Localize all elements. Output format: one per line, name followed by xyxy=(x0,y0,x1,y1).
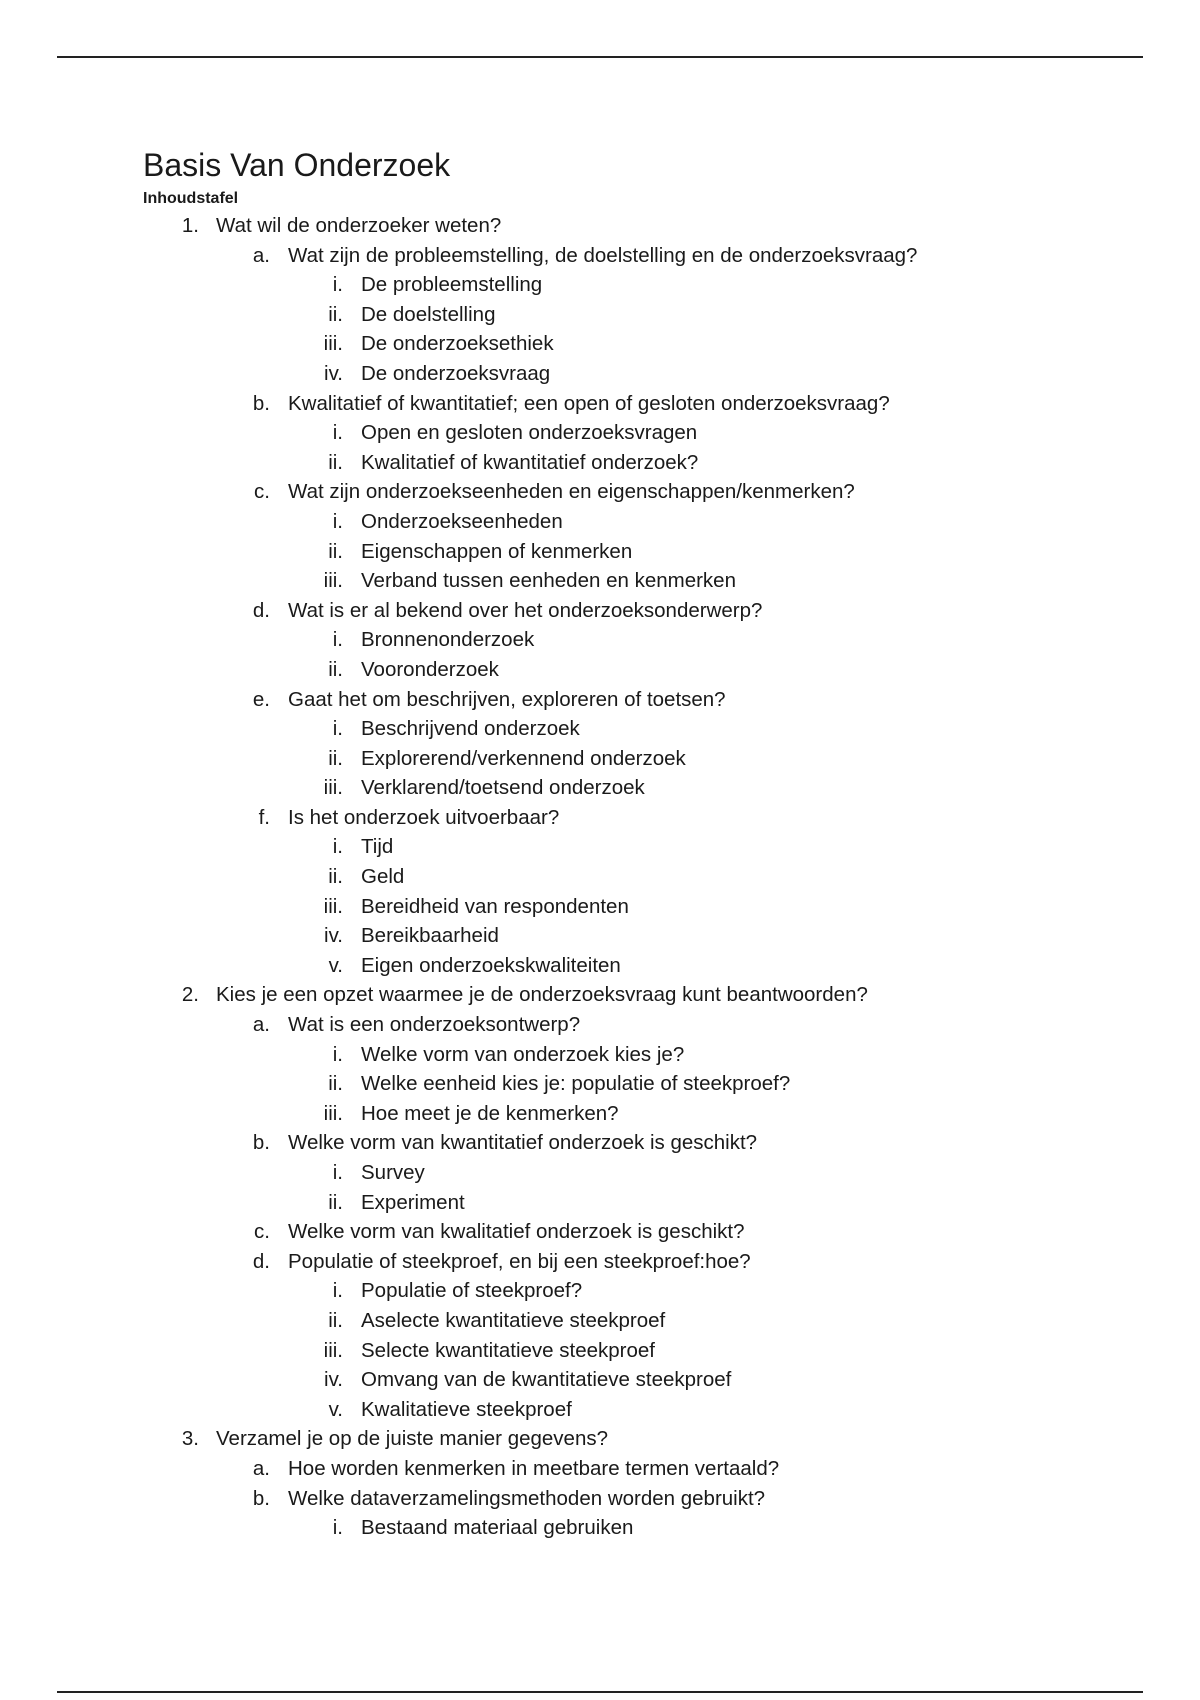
toc-entry-number: c. xyxy=(254,1220,270,1244)
toc-entry-number: iii. xyxy=(323,569,343,593)
toc-entry-text: Welke dataverzamelingsmethoden worden gebruikt? xyxy=(288,1486,766,1510)
toc-entry-number: a. xyxy=(252,1013,270,1037)
toc-entry-text: Hoe meet je de kenmerken? xyxy=(361,1101,619,1125)
toc-entry-number: f. xyxy=(258,805,270,829)
toc-entry-text: Beschrijvend onderzoek xyxy=(361,717,580,741)
toc-entry-level-3 xyxy=(143,566,1143,596)
toc-entry-number: a. xyxy=(252,1456,270,1480)
toc-entry-number: i. xyxy=(332,1516,343,1540)
toc-entry-level-2 xyxy=(143,389,1143,419)
toc-entry-text: Survey xyxy=(361,1161,425,1184)
toc-entry-number: 2. xyxy=(181,983,199,1007)
toc-entry-number: ii. xyxy=(328,302,343,326)
toc-entry-number: a. xyxy=(252,243,270,267)
toc-entry-number: ii. xyxy=(328,1190,343,1214)
toc-entry-text: Kwalitatief of kwantitatief onderzoek? xyxy=(361,450,699,474)
toc-entry-text: Hoe worden kenmerken in meetbare termen vertaald? xyxy=(288,1456,780,1480)
footer-rule xyxy=(57,1691,1143,1693)
toc-entry-level-2 xyxy=(143,477,1143,507)
toc-entry-level-3 xyxy=(143,1069,1143,1099)
toc-entry-text: Selecte kwantitatieve steekproef xyxy=(361,1338,655,1362)
toc-entry-number: i. xyxy=(332,509,343,533)
toc-entry-number: i. xyxy=(332,273,343,297)
toc-entry-level-3 xyxy=(143,921,1143,951)
toc-entry-number: 3. xyxy=(181,1427,199,1451)
toc-entry-number: iii. xyxy=(323,332,343,356)
toc-entry-level-3 xyxy=(143,300,1143,330)
toc-entry-level-3 xyxy=(143,773,1143,803)
header-rule xyxy=(57,56,1143,58)
toc-entry-text: Bereidheid van respondenten xyxy=(361,894,629,918)
toc-entry-number: iii. xyxy=(323,1338,343,1362)
document-body xyxy=(143,145,1143,1543)
toc-entry-text: De doelstelling xyxy=(361,302,496,326)
toc-entry-number: iv. xyxy=(324,361,343,385)
toc-entry-level-3 xyxy=(143,625,1143,655)
toc-entry-text: Omvang van de kwantitatieve steekproef xyxy=(361,1368,732,1392)
toc-entry-number: i. xyxy=(332,628,343,652)
toc-entry-level-3 xyxy=(143,418,1143,448)
toc-entry-number: i. xyxy=(332,1279,343,1303)
toc-entry-number: iii. xyxy=(323,894,343,918)
toc-entry-level-3 xyxy=(143,537,1143,567)
toc-entry-text: Wat zijn onderzoekseenheden en eigenschappen/kenmerken? xyxy=(288,480,855,504)
toc-entry-number: i. xyxy=(332,421,343,445)
toc-entry-text: Wat is een onderzoeksontwerp? xyxy=(288,1013,581,1037)
toc-entry-level-3 xyxy=(143,1365,1143,1395)
toc-entry-level-3 xyxy=(143,448,1143,478)
toc-entry-text: Geld xyxy=(361,865,405,889)
toc-entry-number: ii. xyxy=(328,657,343,681)
toc-entry-level-3 xyxy=(143,1395,1143,1425)
toc-entry-number: i. xyxy=(332,1161,343,1184)
toc-entry-text: Verklarend/toetsend onderzoek xyxy=(361,776,645,800)
toc-entry-number: b. xyxy=(252,391,270,415)
toc-entry-text: Aselecte kwantitatieve steekproef xyxy=(361,1308,666,1332)
table-of-contents xyxy=(143,211,1143,1543)
toc-entry-number: e. xyxy=(252,687,270,711)
toc-entry-text: Verband tussen eenheden en kenmerken xyxy=(361,569,736,593)
toc-entry-text: Kwalitatieve steekproef xyxy=(361,1397,572,1421)
toc-entry-level-2 xyxy=(143,1454,1143,1484)
toc-entry-text: Open en gesloten onderzoeksvragen xyxy=(361,421,698,445)
toc-entry-level-3 xyxy=(143,832,1143,862)
toc-entry-number: ii. xyxy=(328,746,343,770)
toc-entry-level-3 xyxy=(143,744,1143,774)
toc-entry-text: Experiment xyxy=(361,1190,465,1214)
toc-entry-level-2 xyxy=(143,803,1143,833)
toc-entry-number: i. xyxy=(332,717,343,741)
toc-entry-level-2 xyxy=(143,685,1143,715)
toc-entry-level-3 xyxy=(143,892,1143,922)
toc-entry-level-2 xyxy=(143,1484,1143,1514)
toc-entry-text: De onderzoeksethiek xyxy=(361,332,554,356)
toc-entry-text: Welke vorm van onderzoek kies je? xyxy=(361,1042,685,1066)
toc-entry-number: ii. xyxy=(328,865,343,889)
toc-entry-text: De onderzoeksvraag xyxy=(361,361,551,385)
toc-entry-level-2 xyxy=(143,1217,1143,1247)
toc-entry-level-3 xyxy=(143,714,1143,744)
toc-entry-level-1 xyxy=(143,980,1143,1010)
toc-entry-number: c. xyxy=(254,480,270,504)
toc-entry-level-3 xyxy=(143,1188,1143,1218)
toc-entry-level-3 xyxy=(143,1336,1143,1366)
toc-entry-level-3 xyxy=(143,329,1143,359)
toc-entry-level-3 xyxy=(143,1306,1143,1336)
toc-entry-number: v. xyxy=(328,1397,343,1421)
toc-entry-number: b. xyxy=(252,1131,270,1155)
toc-entry-text: Populatie of steekproef? xyxy=(361,1279,583,1303)
toc-entry-level-1 xyxy=(143,211,1143,241)
toc-entry-number: b. xyxy=(252,1486,270,1510)
toc-heading: Inhoudstafel xyxy=(143,190,239,207)
toc-entry-text: Vooronderzoek xyxy=(361,657,499,681)
toc-entry-number: ii. xyxy=(328,1308,343,1332)
toc-entry-level-3 xyxy=(143,507,1143,537)
toc-entry-number: ii. xyxy=(328,450,343,474)
toc-entry-level-2 xyxy=(143,241,1143,271)
toc-entry-level-3 xyxy=(143,862,1143,892)
toc-entry-text: Is het onderzoek uitvoerbaar? xyxy=(288,805,560,829)
toc-entry-number: 1. xyxy=(181,214,199,237)
document-title: Basis Van Onderzoek xyxy=(143,147,451,183)
toc-entry-number: i. xyxy=(332,1042,343,1066)
toc-entry-number: ii. xyxy=(328,539,343,563)
toc-entry-text: Populatie of steekproef, en bij een steekproef:hoe? xyxy=(288,1249,751,1273)
toc-entry-level-3 xyxy=(143,1040,1143,1070)
toc-entry-level-3 xyxy=(143,1276,1143,1306)
toc-entry-number: ii. xyxy=(328,1072,343,1096)
toc-entry-text: Wat wil de onderzoeker weten? xyxy=(216,214,502,237)
toc-entry-level-1 xyxy=(143,1424,1143,1454)
toc-entry-number: iv. xyxy=(324,1368,343,1392)
toc-entry-number: iii. xyxy=(323,776,343,800)
toc-entry-number: iii. xyxy=(323,1101,343,1125)
toc-entry-text: Welke eenheid kies je: populatie of steekproef? xyxy=(361,1072,791,1096)
toc-entry-level-2 xyxy=(143,1010,1143,1040)
toc-entry-text: Tijd xyxy=(361,835,394,859)
toc-entry-text: Onderzoekseenheden xyxy=(361,509,563,533)
toc-entry-text: Eigen onderzoekskwaliteiten xyxy=(361,953,621,977)
toc-entry-number: d. xyxy=(252,1249,270,1273)
toc-entry-text: Explorerend/verkennend onderzoek xyxy=(361,746,686,770)
toc-entry-text: Verzamel je op de juiste manier gegevens? xyxy=(216,1427,609,1451)
toc-entry-number: v. xyxy=(328,953,343,977)
toc-entry-text: Eigenschappen of kenmerken xyxy=(361,539,633,563)
toc-entry-number: iv. xyxy=(324,924,343,948)
toc-entry-level-2 xyxy=(143,1128,1143,1158)
toc-entry-level-3 xyxy=(143,270,1143,300)
toc-entry-text: Wat is er al bekend over het onderzoeksonderwerp? xyxy=(288,598,763,622)
toc-entry-level-3 xyxy=(143,359,1143,389)
toc-entry-text: Kwalitatief of kwantitatief; een open of gesloten onderzoeksvraag? xyxy=(288,391,890,415)
toc-entry-text: Wat zijn de probleemstelling, de doelstelling en de onderzoeksvraag? xyxy=(288,243,918,267)
toc-entry-text: Bronnenonderzoek xyxy=(361,628,535,652)
toc-entry-level-3 xyxy=(143,655,1143,685)
toc-entry-level-2 xyxy=(143,1247,1143,1277)
toc-entry-level-3 xyxy=(143,951,1143,981)
toc-entry-text: De probleemstelling xyxy=(361,273,543,297)
toc-entry-text: Kies je een opzet waarmee je de onderzoeksvraag kunt beantwoorden? xyxy=(216,983,868,1007)
toc-entry-level-3 xyxy=(143,1158,1143,1188)
toc-entry-number: d. xyxy=(252,598,270,622)
toc-entry-text: Welke vorm van kwalitatief onderzoek is geschikt? xyxy=(288,1220,745,1244)
toc-entry-level-3 xyxy=(143,1099,1143,1129)
toc-entry-level-2 xyxy=(143,596,1143,626)
toc-entry-level-3 xyxy=(143,1513,1143,1543)
toc-entry-text: Bereikbaarheid xyxy=(361,924,499,948)
toc-entry-text: Gaat het om beschrijven, exploreren of toetsen? xyxy=(288,687,726,711)
toc-entry-text: Bestaand materiaal gebruiken xyxy=(361,1516,634,1540)
toc-entry-text: Welke vorm van kwantitatief onderzoek is geschikt? xyxy=(288,1131,758,1155)
toc-entry-number: i. xyxy=(332,835,343,859)
